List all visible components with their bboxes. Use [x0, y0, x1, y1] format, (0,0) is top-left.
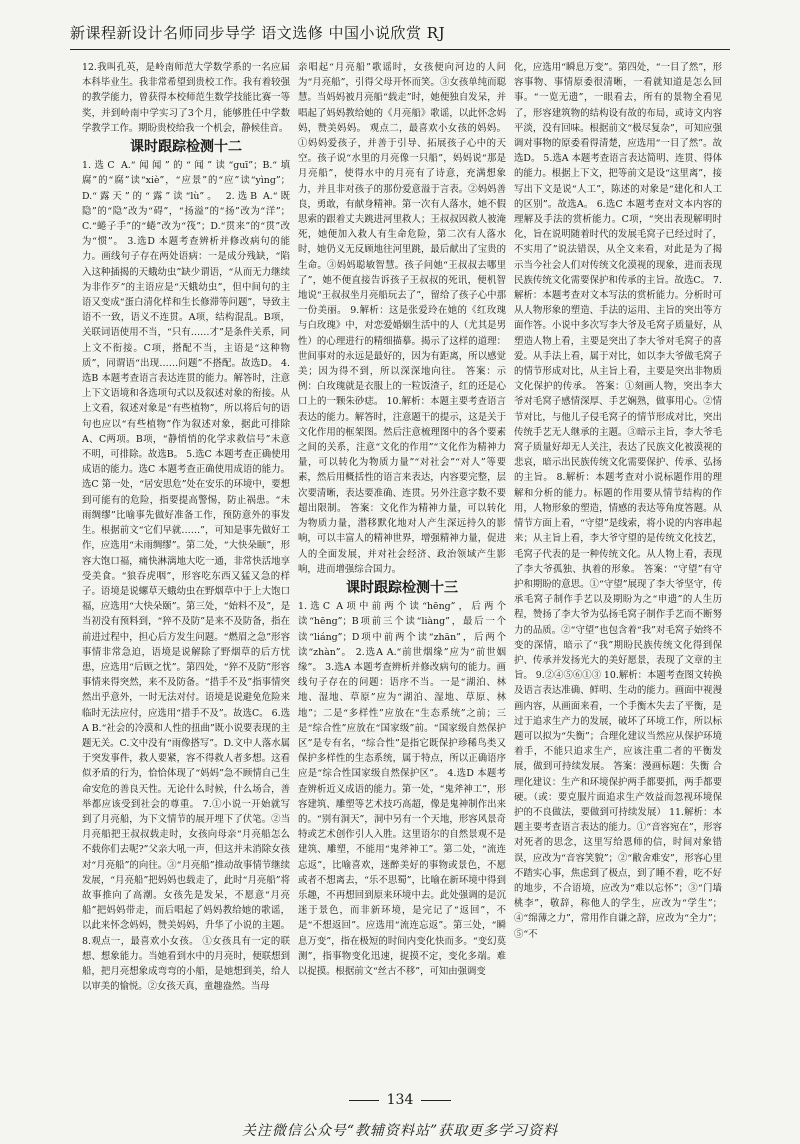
section-12-answers: 1.选C A.“闻闻”的“闻”读“guī”；B.“填腐”的“腐”读“xiè”，“应景”的“应”读“yìng”；D.“露天”的“露”读“lù”。 2.选B A.“既隐”的“隐”改为“碍”，“扬溢”的“扬”改为“洋”；C.“蜷子手”的“蜷”改为“筏”；D.“贯来”的“贯”改为“惯”。 3.选D 本题考查辨析并修改病句的能力。画线句子存在两处语病：一是成分残缺，“陷入这种插揭的天蛾幼虫”缺少谓语，“从而无力继续为非作歹”的主语应是“天蛾幼虫”，但中间句的主语又变成“蛋白清化样和生长修滞等问题”，导致主语不一致，语义不连贯。A项，结构混乱。B项，关联词语使用不当，“只有……才”是条件关系，同上文不衔接。C项，搭配不当，主语是“这种物质”，同谓语“出现……问题”不搭配。故选D。 4.选B 本题考查语言表达连贯的能力。解答时，注意上下文语境和各选项句式以及叙述对象的衔接。从上文看，叙述对象是“有些植物”，所以将后句的语句也应以“有些植物”作为叙述对象，据此可排除A、C两项。B项，“静悄悄的化学求救信号”未意不明，可排除。故选B。 5.选C 本题考查正确使用成语的能力。选C 本题考查正确使用成语的能力。选C 第一处，“居安思危”处在安乐的环境中，要想到可能有的危险，指要提高警惕，防止祸患。“未雨绸缪”比喻事先做好准备工作，预防意外的事发生。根据前文“它们早就……”，可知是事先做好工作，应选用“未雨绸缪”。第二处，“大快朵颐”，形容大饱口福，痛快淋漓地大吃一通，非常快活地享受美食。“狼吞虎咽”，形容吃东西又猛又急的样子。语境是说螺草天蛾幼虫在野烟草中于上大饱口福，应选用“大快朵颐”。第三处，“始料不及”，是当初没有预料到，“猝不及防”是来不及防备，指在前进过程中，担心后方发生问题。“燃眉之急”形容事情非常急迫，语境是说解除了野烟草的后方忧患，应选用“后顾之忧”。第四处，“猝不及防”形容事情来得突然，来不及防备。“措手不及”指事情突然出乎意外，一时无法对付。语境是说避免危险来临时无法应付，应选用“措手不及”。故选C。 6.选A B.“社会的冷漠和人性的扭曲”既小说要表现的主题无关。C.文中没有“雨像搭写”。D.文中人落水属于突发事件，救人要紧，容不得救人者多想。这看似矛盾的行为，恰恰体现了“妈妈”急不顾情自己生命安危的善良天性。无论什么时候，什么场合，善举都应该受到社会的尊重。 7.①小说一开始就写到了月亮船，为下文情节的展开埋下了伏笔。②当月亮船把王叔叔载走时，女孩向母亲“月亮船怎么不载你们去呢?”父亲大吼一声，但这并未消除女孩对“月亮船”的向往。③“月亮船”推动故事情节继续发展，“月亮船”把妈妈也载走了，此时“月亮船”将故事推向了高潮。女孩先是发呆，不愿意“月亮船”把妈妈带走，而后唱起了妈妈教给她的歌谣，以此来怀念妈妈，赞美妈妈，升华了小说的主题。 8.观点一，最喜欢小女孩。 ①女孩具有一定的联想、想象能力。当她看到水中的月亮时，便联想到船，把月亮想象成弯弯的小船，是她想到美，给人以审美的愉悦。②女孩天真，童趣盎然。当母: [82, 160, 290, 993]
answer-12-text: 12.我叫孔英，是岭南师范大学数学系的一名应届本科毕业生。我非常希望到贵校工作。我有着较强的教学能力，曾获得本校师范生数学技能比赛一等奖，并到岭南中学实习了3个月，能够胜任中学数学教学工作。期盼贵校给我一个机会，静候佳音。: [82, 62, 290, 134]
section-title-13: 课时跟踪检测十三: [346, 579, 458, 596]
column-middle: [298, 60, 506, 1090]
section-13-answers: 1.选C A项中前两个读“hēng”，后两个读“hēng”；B项前三个读“liàng”，最后一个读“liáng”；D项中前两个读“zhān”，后两个读“zhàn”。 2.选A A.“前世烟缘”应为“前世姻缘”。 3.选A 本题考查辨析并修改病句的能力。画线句子存在的问题：语序不当。一是“湖泊、林地、湿地、草原”应为“湖泊、湿地、草原、林地”；二是“多样性”应放在“生态系统”之前；三是“综合性”应放在“国家级”前。“国家级自然保护区”是专有名，“综合性”是指它既保护珍稀鸟类又保护多样性的生态系统，属于特点，所以正确语序应是“综合性国家级自然保护区”。 4.选D 本题考查辨析近义成语的能力。第一处，“鬼斧神工”，形容建筑、雕塑等艺术技巧高超，像是鬼神制作出来的。“别有洞天”，洞中另有一个天地，形容风景奇特或艺术创作引人入胜。这里语尔的自然景观不是建筑、雕塑，不能用“鬼斧神工”。第二处，“流连忘返”，比喻喜欢，迷醉美好的事物或景色，不愿或者不想离去，“乐不思蜀”，比喻在新环境中得到乐趣，不再想回到原来环境中去。此处强调的是沉迷于景色，而非新环境，是完记了“返回”，不是“不想返回”。应选用“流连忘返”。第三处，“瞬息万变”，指在极短的时间内变化快而多。“变幻莫测”，指事物变化迅速，捉摸不定，变化多端。难以捉摸。根据前文“丝古不移”，可知由强调变: [298, 601, 506, 977]
answer-columns: [82, 60, 722, 1090]
page-header: 新课程新设计名师同步导学 语文选修 中国小说欣赏 RJ: [70, 22, 730, 50]
section-12-answers-cont: 亲唱起“月亮船”歌谣时，女孩便向河边的人问为“月亮船”，引得父母开怀而笑。③女孩单纯而聪慧。当妈妈被月亮船“载走”时，她便独自发呆，并唱起了妈妈教给她的《月亮船》歌谣，以此怀念妈妈，赞美妈妈。 观点二，最喜欢小女孩的妈妈。 ①妈妈爱孩子，并善于引导、拓展孩子心中的天空。孩子说“水里的月亮像一只船”，妈妈说“那是月亮船”，使得水中的月亮有了诗意，充满想象力，并且非对孩子的那份爱意溢于言表。②妈妈善良，勇敢，有献身精神。第一次有人落水，她不假思索的跟着丈夫跳进河里救人；王叔叔因救人被淹死，她便加入救人有生命危险，第二次有人落水时，她仍义无反顾地往河里跳，最后献出了宝贵的生命。③妈妈聪敏智慧。孩子问她“王叔叔去哪里了”，她不便直接告诉孩子王叔叔的死讯，便机智地说“王叔叔坐月亮船玩去了”，留给了孩子心中那一份美丽。 9.解析：这是张爱玲在她的《红玫瑰与白玫瑰》中，对恋爱婚姻生活中的人（尤其是男性）的心理进行的精细描摹。揭示了这样的道理：世间事对的永远是最好的，因为有距离，所以感觉美；因为得不到，所以深深地向往。 答案：示例：白玫瑰就是衣服上的一粒饭渣子，红的还是心口上的一颗朱砂痣。 10.解析：本题主要考查语言表达的能力。解答时，注意题干的提示，这是关于文化作用的框架图。然后注意梳理图中的各个要素之间的关系，注意“文化的作用”“文化作为精神力量，可以转化为物质力量”“对社会”“对人”等要素，然后用概括性的语言来表达，内容要完整，层次要清晰，表达要准确、连贯。另外注意字数不要超出限制。 答案：文化作为精神力量，可以转化为物质力量，潜移默化地对人产生深远持久的影响，可以丰富人的精神世界，增强精神力量，促进人的全面发展，并对社会经济、政治领域产生影响，进而增强综合国力。: [298, 62, 506, 575]
footer-note: 关注微信公众号“教辅资料站”获取更多学习资料: [241, 1123, 559, 1139]
column-right: [514, 60, 722, 1090]
page-number: 134: [0, 1092, 800, 1108]
section-title-12: 课时跟踪检测十二: [130, 139, 242, 156]
section-13-answers-cont: 化，应选用“瞬息万变”。第四处，“一目了然”，形容事物、事情原委很清晰，一看就知道是怎么回事。“一览无遗”，一眼看去，所有的景物全看见了，形容建筑物的结构设有故的布局，或诗文内容平淡，没有回味。根据前文“极尽复杂”，可知应强调对事物的原委看得清楚，应选用“一目了然”。故选D。 5.选A 本题考查语言表达简明、连贯、得体的能力。根据上下文，把等前文是设“这里离”，接写出下文是说“人工”，陈述的对象是“建化和人工的区别”。故选A。 6.选C 本题考查对文本内容的理解及手法的赏析能力。C项，“突出表现解明时化，旨在说明随着时代的发展毛窝子已经过时了，不实用了”说法错误，从全文来看，对此是为了揭示当今社会人们对传统文化漠视的现象，进而表现民族传统文化需要保护和传承的主旨。故选C。 7.解析：本题考查对文本写法的赏析能力。分析时可从人物形象的塑造、手法的运用、主旨的突出等方面作答。小说中多次写李大爷及毛窝子质量好，从塑造人物上看，主要是突出了李大爷对毛窝子的喜爱。从手法上看，属于对比，如以李大爷做毛窝子的情节形成对比，从主旨上看，主要是突出非物质文化保护的传承。 答案：①刻画人物，突出李大爷对毛窝子感情深厚、手艺娴熟，做事用心。②情节对比，与他儿子侵毛窝子的情节形成对比，突出传统手艺无人继承的主题。③暗示主旨，李大爷毛窝子质量好却无人关注，表达了民族文化被漠视的悲哀，暗示出民族传统文化需要保护、传承、弘扬的主旨。 8.解析：本题考查对小说标题作用的理解和分析的能力。标题的作用要从情节结构的作用，人物形象的塑造，情感的表达等角度答题。从情节方面上看，“守望”是线索，将小说的内容串起来；从主旨上看，李大爷守望的是传统文化技艺，毛窝子代表的是一种传统文化。从人物上看，表现了李大爷孤独、执着的形象。 答案：“守望”有守护和期盼的意思。①“守望”展现了李大爷坚守，传承毛窝子制作手艺以及期盼为之“申遗”的人生历程，赞扬了李大爷为弘扬毛窝子制作手艺而不断努力的品质。②“守望”也包含着“我”对毛窝子始终不变的深情，暗示了“我”期盼民族传统文化得到保护、传承并发扬光大的美好愿景，表现了文章的主旨。 9.②④⑤⑥①③ 10.解析：本题考查图文转换及语言表达准确、鲜明、生动的能力。画面中视漫画内容，从画面来看，一个手衡木失去了平衡，是过于追求生产力的发展，破坏了环境工作，所以标题可以拟为“失衡”；合理化建议当然应从保护环境着手，不能只追求生产，应该注重二者的平衡发展，做到可持续发展。 答案：漫画标题：失衡 合理化建议：生产和环境保护两手都要抓，两手都要硬。（或：要克服片面追求生产效益而忽视环境保护的不良做法，要做到可持续发展） 11.解析：本题主要考查语言表达的能力。①“音容宛在”，形容对死者的思念，这里写给恩师的信，时间对象错误，应改为“音容笑貌”；②“敝舍难安”，形容心里不踏实心事，焦虑到了极点，到了睡不着，吃不好的地步，不合语境，应改为“难以忘怀”；③“门墙桃李”，敬辞，称他人的学生，应改为“学生”；④“绵薄之力”，常用作自谦之辞，应改为“全力”；⑤“不: [514, 62, 722, 940]
column-left: [82, 60, 290, 1090]
